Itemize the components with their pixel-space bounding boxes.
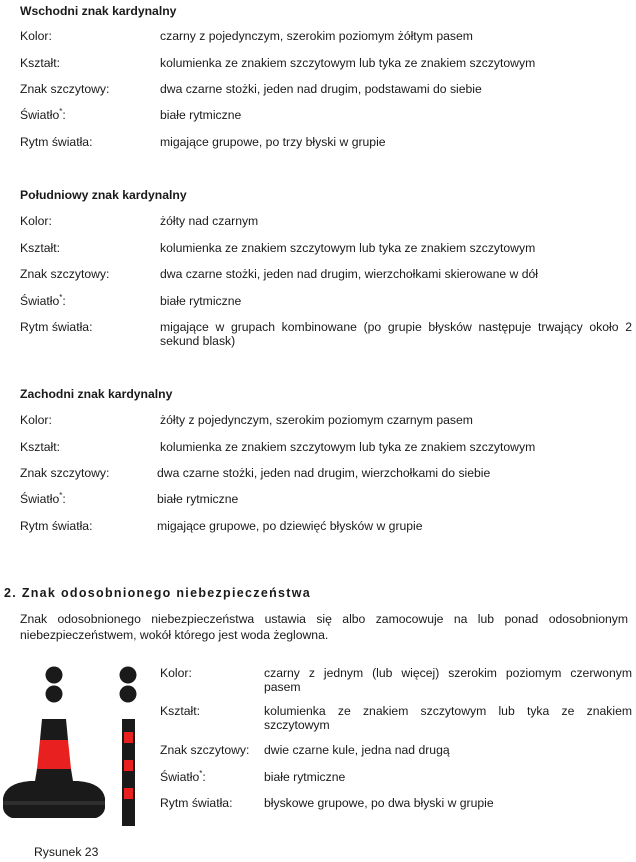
west-shape-label: Kształt: xyxy=(20,440,60,454)
iso-shape-value: kolumienka ze znakiem szczytowym lub tyka ze znakiem szczytowym xyxy=(264,704,632,732)
figure-caption: Rysunek 23 xyxy=(34,845,99,859)
south-shape-label: Kształt: xyxy=(20,241,60,255)
east-rhythm-label: Rytm światła: xyxy=(20,135,93,149)
south-light-label: Światło*: xyxy=(20,292,66,308)
isolated-danger-figure xyxy=(0,0,160,840)
south-color-value: żółty nad czarnym xyxy=(160,214,259,228)
iso-light-value: białe rytmiczne xyxy=(264,770,346,784)
buoy-topmark-upper-sphere xyxy=(46,667,63,684)
iso-light-label: Światło*: xyxy=(160,768,206,784)
east-shape-value: kolumienka ze znakiem szczytowym lub tyka ze znakiem szczytowym xyxy=(160,56,536,70)
west-light-value: białe rytmiczne xyxy=(157,492,239,506)
west-topmark-value: dwa czarne stożki, jeden nad drugim, wierzchołkami do siebie xyxy=(157,466,491,480)
spar-topmark-upper-sphere xyxy=(120,667,137,684)
east-shape-label: Kształt: xyxy=(20,56,60,70)
east-rhythm-value: migające grupowe, po trzy błyski w grupie xyxy=(160,135,386,149)
south-color-label: Kolor: xyxy=(20,214,52,228)
east-light-value: białe rytmiczne xyxy=(160,108,242,122)
west-rhythm-label: Rytm światła: xyxy=(20,519,93,533)
south-title: Południowy znak kardynalny xyxy=(20,188,187,202)
west-color-value: żółty z pojedynczym, szerokim poziomym czarnym pasem xyxy=(160,413,473,427)
iso-color-value: czarny z jednym (lub więcej) szerokim poziomym czerwonym pasem xyxy=(264,666,632,694)
spar-buoy xyxy=(122,719,135,826)
spar-topmark-lower-sphere xyxy=(120,686,137,703)
east-title: Wschodni znak kardynalny xyxy=(20,4,177,18)
buoy-topmark-lower-sphere xyxy=(46,686,63,703)
pillar-buoy xyxy=(3,719,105,818)
east-light-label: Światło*: xyxy=(20,106,66,122)
south-light-value: białe rytmiczne xyxy=(160,294,242,308)
west-rhythm-value: migające grupowe, po dziewięć błysków w grupie xyxy=(157,519,423,533)
west-title: Zachodni znak kardynalny xyxy=(20,387,173,401)
iso-topmark-label: Znak szczytowy: xyxy=(160,743,250,757)
south-rhythm-value: migające w grupach kombinowane (po grupie błysków następuje trwający około 2 sekund blask) xyxy=(160,320,632,348)
iso-color-label: Kolor: xyxy=(160,666,192,680)
east-color-value: czarny z pojedynczym, szerokim poziomym żółtym pasem xyxy=(160,29,473,43)
section-title: 2. Znak odosobnionego niebezpieczeństwa xyxy=(4,586,312,600)
south-topmark-value: dwa czarne stożki, jeden nad drugim, wierzchołkami skierowane w dół xyxy=(160,267,538,281)
south-rhythm-label: Rytm światła: xyxy=(20,320,93,334)
west-topmark-label: Znak szczytowy: xyxy=(20,466,110,480)
east-topmark-value: dwa czarne stożki, jeden nad drugim, podstawami do siebie xyxy=(160,82,482,96)
west-shape-value: kolumienka ze znakiem szczytowym lub tyka ze znakiem szczytowym xyxy=(160,440,536,454)
west-light-label: Światło*: xyxy=(20,490,66,506)
iso-topmark-value: dwie czarne kule, jedna nad drugą xyxy=(264,743,450,757)
section-intro: Znak odosobnionego niebezpieczeństwa ustawia się albo zamocowuje na lub ponad odosobnionym niebezpieczeństwem, wokół którego jest woda żeglowna. xyxy=(20,612,628,642)
east-topmark-label: Znak szczytowy: xyxy=(20,82,110,96)
iso-rhythm-value: błyskowe grupowe, po dwa błyski w grupie xyxy=(264,796,494,810)
iso-shape-label: Kształt: xyxy=(160,704,200,718)
south-topmark-label: Znak szczytowy: xyxy=(20,267,110,281)
south-shape-value: kolumienka ze znakiem szczytowym lub tyka ze znakiem szczytowym xyxy=(160,241,536,255)
east-color-label: Kolor: xyxy=(20,29,52,43)
iso-rhythm-label: Rytm światła: xyxy=(160,796,233,810)
west-color-label: Kolor: xyxy=(20,413,52,427)
